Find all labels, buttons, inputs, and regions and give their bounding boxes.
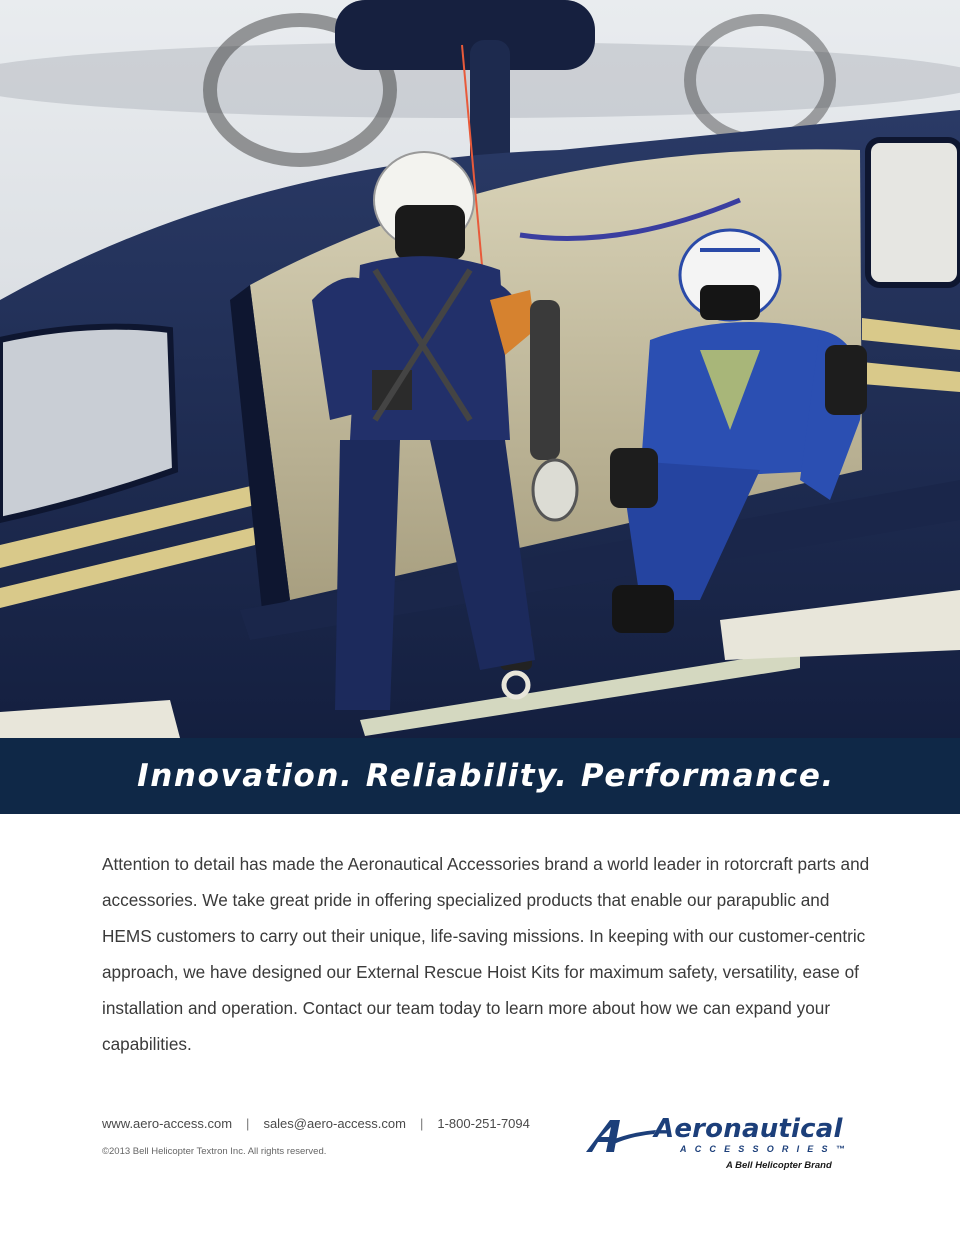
separator: | [246,1116,250,1131]
tagline: Innovation. Reliability. Performance. [137,758,835,794]
body-paragraph: Attention to detail has made the Aeronautical Accessories brand a world leader in rotorcraft parts and accessories. We take great pride in offering specialized products that enable our parapublic and HEMS customers to carry out their unique, life-saving missions. In keeping with our customer-centric approach, we have designed our External Rescue Hoist Kits for maximum safety, versatility, ease of installation and operation. Contact our team today to learn more about how we can expand your capabilities. [102,854,870,1054]
logo-a-mark-icon [584,1118,656,1154]
separator: | [419,1116,424,1131]
copyright-notice: ©2013 Bell Helicopter Textron Inc. All rights reserved. [102,1146,327,1157]
right-window [868,140,960,285]
website-link[interactable]: www.aero-access.com [102,1116,233,1131]
logo-name: Aeronautical [654,1114,843,1144]
tagline-banner [0,738,960,814]
company-logo [584,1112,864,1174]
rotor-hub [335,0,595,70]
contact-line [102,1116,530,1131]
logo-brand-line: A Bell Helicopter Brand [726,1160,832,1171]
email-link[interactable]: sales@aero-access.com [263,1116,406,1131]
logo-subtitle: ACCESSORIES™ [680,1144,853,1154]
phone-number[interactable]: 1-800-251-7094 [437,1116,530,1131]
